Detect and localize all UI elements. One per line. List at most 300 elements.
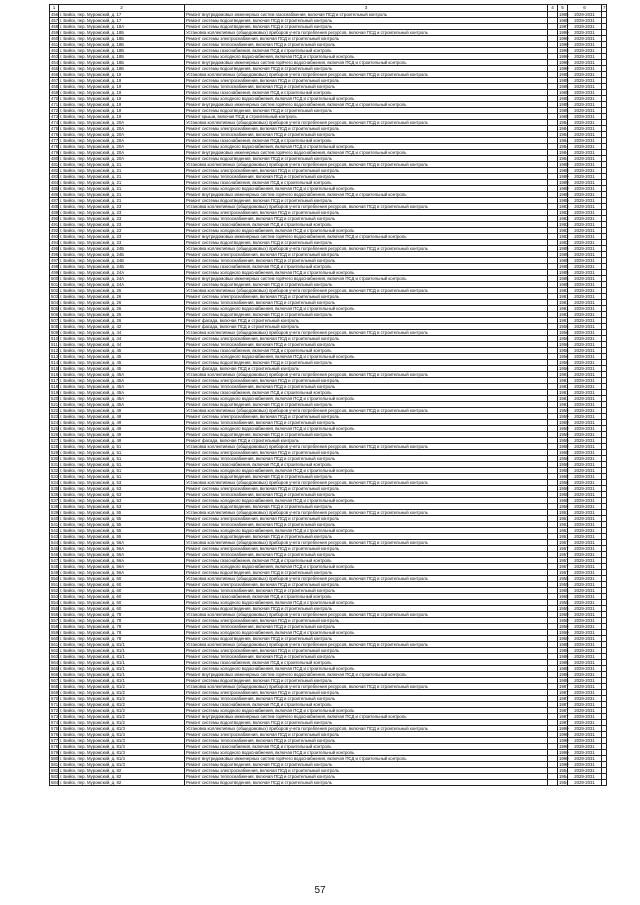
period-cell: 2029-2031 [568, 576, 602, 582]
work-type-cell: Ремонт системы теплоснабжения, включая ПСД и строительный контроль [185, 300, 548, 306]
empty-cell: 1951 [559, 522, 569, 527]
work-type-cell: Ремонт системы водоотведения, включая ПСД и строительный контроль [185, 360, 548, 366]
row-number: 458 [51, 24, 59, 29]
work-type-cell: Ремонт системы теплоснабжения, включая ПСД и строительный контроль [185, 42, 548, 48]
work-type-cell: Ремонт системы электроснабжения, включая ПСД и строительный контроль [185, 126, 548, 132]
row-number: 475 [51, 126, 59, 131]
work-type-cell: Ремонт системы холодного водоснабжения, включая ПСД и строительный контроль [185, 270, 548, 276]
empty-cell: 1959 [559, 420, 569, 425]
period-cell: 2029-2031 [568, 312, 602, 318]
row-number: 541 [51, 522, 59, 527]
row-number: 525 [51, 426, 59, 431]
period-cell: 2029-2031 [568, 720, 602, 726]
header-cell: 1 [50, 5, 59, 12]
empty-cell: 1980 [559, 180, 569, 185]
period-cell: 2029-2031 [568, 246, 602, 252]
work-type-cell: Ремонт системы электроснабжения, включая ПСД и строительный контроль [185, 210, 548, 216]
address-cell: г. Бийск, пер. Муромский, д. 78 [59, 618, 185, 624]
empty-cell: 1983 [559, 222, 569, 227]
address-cell: г. Бийск, пер. Муромский, д. 44 [59, 342, 185, 348]
row-number: 544 [51, 540, 59, 545]
row-number: 580 [51, 756, 59, 761]
work-type-cell: Установка коллективных (общедомовых) приборов учета потребления ресурсов, включая ПСД и строительный контроль [185, 612, 548, 618]
row-number: 582 [51, 768, 59, 773]
period-cell: 2029-2031 [568, 198, 602, 204]
row-number: 479 [51, 150, 59, 155]
row-number: 564 [51, 660, 59, 665]
address-cell: г. Бийск, пер. Муромский, д. 81/3 [59, 738, 185, 744]
address-cell: г. Бийск, пер. Муромский, д. 20А [59, 132, 185, 138]
empty-cell: 1958 [559, 444, 569, 449]
address-cell: г. Бийск, пер. Муромский, д. 56А [59, 558, 185, 564]
period-cell: 2029-2031 [568, 294, 602, 300]
address-cell: г. Бийск, пер. Муромский, д. 56А [59, 564, 185, 570]
row-number: 581 [51, 762, 59, 767]
address-cell: г. Бийск, пер. Муромский, д. 18Б [59, 60, 185, 66]
row-number: 538 [51, 504, 59, 509]
period-cell: 2029-2031 [568, 468, 602, 474]
empty-cell: 1956 [559, 342, 569, 347]
work-type-cell: Ремонт системы холодного водоснабжения, включая ПСД и строительный контроль [185, 186, 548, 192]
address-cell: г. Бийск, пер. Муромский, д. 26 [59, 318, 185, 324]
period-cell: 2029-2031 [568, 492, 602, 498]
address-cell: г. Бийск, пер. Муромский, д. 45 [59, 354, 185, 360]
work-type-cell: Ремонт внутридомовых инженерных систем горячего водоснабжения, включая ПСД и строительный контроль [185, 150, 548, 156]
work-type-cell: Ремонт системы холодного водоснабжения, включая ПСД и строительный контроль [185, 600, 548, 606]
address-cell: г. Бийск, пер. Муромский, д. 21 [59, 174, 185, 180]
period-cell: 2029-2031 [568, 426, 602, 432]
empty-cell: 1958 [559, 468, 569, 473]
empty-cell: 1985 [559, 90, 569, 95]
period-cell: 2029-2031 [568, 150, 602, 156]
empty-cell: 1990 [559, 36, 569, 41]
work-type-cell: Ремонт системы электроснабжения, включая ПСД и строительный контроль [185, 36, 548, 42]
work-type-cell: Установка коллективных (общедомовых) приборов учета потребления ресурсов, включая ПСД и строительный контроль [185, 480, 548, 486]
period-cell: 2029-2031 [568, 234, 602, 240]
empty-cell: 1990 [559, 30, 569, 35]
address-cell: г. Бийск, пер. Муромский, д. 51 [59, 450, 185, 456]
empty-cell: 1951 [559, 528, 569, 533]
empty-cell: 1983 [559, 240, 569, 245]
address-cell: г. Бийск, пер. Муромский, д. 23 [59, 228, 185, 234]
period-cell: 2029-2031 [568, 486, 602, 492]
period-cell: 2029-2031 [568, 210, 602, 216]
period-cell: 2029-2031 [568, 726, 602, 732]
address-cell: г. Бийск, пер. Муромский, д. 18Б [59, 30, 185, 36]
work-type-cell: Ремонт системы электроснабжения, включая ПСД и строительный контроль [185, 582, 548, 588]
row-number: 530 [51, 456, 59, 461]
work-type-cell: Установка коллективных (общедомовых) приборов учета потребления ресурсов, включая ПСД и строительный контроль [185, 30, 548, 36]
period-cell: 2029-2031 [568, 288, 602, 294]
period-cell: 2029-2031 [568, 102, 602, 108]
work-type-cell: Установка коллективных (общедомовых) приборов учета потребления ресурсов, включая ПСД и строительный контроль [185, 162, 548, 168]
empty-cell: 1958 [559, 462, 569, 467]
work-type-cell: Ремонт системы газоснабжения, включая ПСД и строительный контроль [185, 594, 548, 600]
period-cell: 2029-2031 [568, 690, 602, 696]
row-number: 566 [51, 672, 59, 677]
row-number: 496 [51, 252, 59, 257]
period-cell: 2029-2031 [568, 474, 602, 480]
work-type-cell: Ремонт системы теплоснабжения, включая ПСД и строительный контроль [185, 696, 548, 702]
row-number: 502 [51, 288, 59, 293]
period-cell: 2029-2031 [568, 684, 602, 690]
empty-cell: 1990 [559, 48, 569, 53]
work-type-cell: Ремонт системы электроснабжения, включая ПСД и строительный контроль [185, 618, 548, 624]
row-number: 506 [51, 312, 59, 317]
period-cell: 2029-2031 [568, 222, 602, 228]
work-type-cell: Ремонт системы электроснабжения, включая ПСД и строительный контроль [185, 168, 548, 174]
row-number: 517 [51, 378, 59, 383]
address-cell: г. Бийск, пер. Муромский, д. 81/3 [59, 750, 185, 756]
period-cell: 2029-2031 [568, 618, 602, 624]
row-number: 537 [51, 498, 59, 503]
empty-cell: 1959 [559, 414, 569, 419]
empty-cell: 1990 [559, 60, 569, 65]
work-type-cell: Ремонт системы теплоснабжения, включая ПСД и строительный контроль [185, 342, 548, 348]
address-cell: г. Бийск, пер. Муромский, д. 24А [59, 282, 185, 288]
work-type-cell: Ремонт внутридомовых инженерных систем горячего водоснабжения, включая ПСД и строительный контроль [185, 102, 548, 108]
address-cell: г. Бийск, пер. Муромский, д. 49 [59, 432, 185, 438]
row-number: 571 [51, 702, 59, 707]
period-cell: 2029-2031 [568, 24, 602, 30]
empty-cell: 1986 [559, 666, 569, 671]
row-number: 505 [51, 306, 59, 311]
period-cell: 2029-2031 [568, 78, 602, 84]
empty-cell: 1955 [559, 606, 569, 611]
address-cell: г. Бийск, пер. Муромский, д. 21 [59, 180, 185, 186]
row-number: 459 [51, 30, 59, 35]
work-type-cell: Ремонт фасада, включая ПСД и строительный контроль [185, 324, 548, 330]
period-cell: 2029-2031 [568, 108, 602, 114]
address-cell: г. Бийск, пер. Муромский, д. 18Б [59, 42, 185, 48]
work-type-cell: Ремонт системы водоотведения, включая ПСД и строительный контроль [185, 108, 548, 114]
row-number: 501 [51, 282, 59, 287]
address-cell: г. Бийск, пер. Муромский, д. 82 [59, 780, 185, 786]
address-cell: г. Бийск, пер. Муромский, д. 81/3 [59, 744, 185, 750]
empty-cell: 1981 [559, 402, 569, 407]
row-number: 504 [51, 300, 59, 305]
period-cell: 2029-2031 [568, 264, 602, 270]
row-number: 477 [51, 138, 59, 143]
address-cell: г. Бийск, пер. Муромский, д. 81/1 [59, 648, 185, 654]
empty-cell: 1985 [559, 246, 569, 251]
empty-cell: 1981 [559, 288, 569, 293]
address-cell: г. Бийск, пер. Муромский, д. 55 [59, 534, 185, 540]
period-cell: 2029-2031 [568, 702, 602, 708]
address-cell: г. Бийск, пер. Муромский, д. 45А [59, 384, 185, 390]
empty-cell: 1981 [559, 396, 569, 401]
work-type-cell: Ремонт системы электроснабжения, включая ПСД и строительный контроль [185, 690, 548, 696]
row-number: 545 [51, 546, 59, 551]
address-cell: г. Бийск, пер. Муромский, д. 20А [59, 120, 185, 126]
period-cell: 2029-2031 [568, 120, 602, 126]
work-type-cell: Ремонт системы водоотведения, включая ПСД и строительный контроль [185, 474, 548, 480]
period-cell: 2029-2031 [568, 84, 602, 90]
row-number: 565 [51, 666, 59, 671]
empty-cell: 1990 [559, 762, 569, 767]
address-cell: г. Бийск, пер. Муромский, д. 49 [59, 408, 185, 414]
empty-cell: 1956 [559, 366, 569, 371]
work-type-cell: Ремонт системы водоотведения, включая ПСД и строительный контроль [185, 198, 548, 204]
address-cell: г. Бийск, пер. Муромский, д. 23 [59, 234, 185, 240]
work-type-cell: Ремонт системы газоснабжения, включая ПСД и строительный контроль [185, 264, 548, 270]
document-sheet [49, 4, 606, 786]
work-type-cell: Ремонт системы электроснабжения, включая ПСД и строительный контроль [185, 414, 548, 420]
address-cell: г. Бийск, пер. Муромский, д. 45А [59, 378, 185, 384]
period-cell: 2029-2031 [568, 252, 602, 258]
address-cell: г. Бийск, пер. Муромский, д. 17 [59, 18, 185, 24]
period-cell: 2029-2031 [568, 504, 602, 510]
row-number: 573 [51, 714, 59, 719]
period-cell: 2029-2031 [568, 156, 602, 162]
address-cell: г. Бийск, пер. Муромский, д. 26 [59, 312, 185, 318]
work-type-cell: Ремонт системы холодного водоснабжения, включая ПСД и строительный контроль [185, 498, 548, 504]
empty-cell: 1956 [559, 348, 569, 353]
work-type-cell: Установка коллективных (общедомовых) приборов учета потребления ресурсов, включая ПСД и строительный контроль [185, 372, 548, 378]
period-cell: 2029-2031 [568, 750, 602, 756]
empty-cell: 1959 [559, 408, 569, 413]
work-type-cell: Ремонт внутридомовых инженерных систем горячего водоснабжения, включая ПСД и строительный контроль [185, 60, 548, 66]
row-number: 462 [51, 48, 59, 53]
address-cell: г. Бийск, пер. Муромский, д. 53 [59, 504, 185, 510]
row-number: 574 [51, 720, 59, 725]
row-number: 548 [51, 564, 59, 569]
address-cell: г. Бийск, пер. Муромский, д. 81/3 [59, 732, 185, 738]
empty-cell: 1984 [559, 138, 569, 143]
period-cell: 2029-2031 [568, 528, 602, 534]
address-cell: г. Бийск, пер. Муромский, д. 81/1 [59, 660, 185, 666]
period-cell: 2029-2031 [568, 738, 602, 744]
address-cell: г. Бийск, пер. Муромский, д. 21 [59, 186, 185, 192]
address-cell: г. Бийск, пер. Муромский, д. 82 [59, 768, 185, 774]
row-number: 507 [51, 318, 59, 323]
row-number: 531 [51, 462, 59, 467]
period-cell: 2029-2031 [568, 396, 602, 402]
row-number: 553 [51, 594, 59, 599]
period-cell: 2029-2031 [568, 126, 602, 132]
row-number: 503 [51, 294, 59, 299]
address-cell: г. Бийск, пер. Муромский, д. 45А [59, 390, 185, 396]
work-type-cell: Установка коллективных (общедомовых) приборов учета потребления ресурсов, включая ПСД и строительный контроль [185, 684, 548, 690]
address-cell: г. Бийск, пер. Муромский, д. 45А [59, 372, 185, 378]
work-type-cell: Ремонт системы теплоснабжения, включая ПСД и строительный контроль [185, 774, 548, 780]
row-number: 460 [51, 36, 59, 41]
row-number: 498 [51, 264, 59, 269]
address-cell: г. Бийск, пер. Муромский, д. 81/1 [59, 654, 185, 660]
work-type-cell: Ремонт системы водоотведения, включая ПСД и строительный контроль [185, 282, 548, 288]
address-cell: г. Бийск, пер. Муромский, д. 45 [59, 360, 185, 366]
row-number: 536 [51, 492, 59, 497]
address-cell: г. Бийск, пер. Муромский, д. 23 [59, 240, 185, 246]
row-number: 558 [51, 624, 59, 629]
row-number: 482 [51, 168, 59, 173]
empty-cell: 1957 [559, 546, 569, 551]
work-type-cell: Установка коллективных (общедомовых) приборов учета потребления ресурсов, включая ПСД и строительный контроль [185, 408, 548, 414]
empty-cell: 1958 [559, 474, 569, 479]
empty-cell: 1958 [559, 480, 569, 485]
header-cell: 7 [603, 5, 606, 10]
address-cell: г. Бийск, пер. Муромский, д. 81/2 [59, 708, 185, 714]
year-cell [548, 780, 558, 786]
page-number: 57 [314, 885, 326, 896]
table-body [50, 12, 607, 786]
empty-cell: 1954 [559, 780, 569, 785]
row-number: 579 [51, 750, 59, 755]
work-type-cell: Ремонт системы водоотведения, включая ПСД и строительный контроль [185, 18, 548, 24]
empty-cell: 1955 [559, 594, 569, 599]
work-type-cell: Ремонт системы холодного водоснабжения, включая ПСД и строительный контроль [185, 630, 548, 636]
address-cell: г. Бийск, пер. Муромский, д. 49 [59, 420, 185, 426]
row-number: 488 [51, 204, 59, 209]
period-cell: 2029-2031 [568, 642, 602, 648]
period-cell: 2029-2031 [568, 42, 602, 48]
work-type-cell: Ремонт системы газоснабжения, включая ПСД и строительный контроль [185, 138, 548, 144]
period-cell: 2029-2031 [568, 402, 602, 408]
work-type-cell: Ремонт системы водоотведения, включая ПСД и строительный контроль [185, 720, 548, 726]
address-cell: г. Бийск, пер. Муромский, д. 55 [59, 510, 185, 516]
period-cell: 2029-2031 [568, 546, 602, 552]
period-cell: 2029-2031 [568, 258, 602, 264]
empty-cell: 1985 [559, 282, 569, 287]
work-type-cell: Ремонт системы холодного водоснабжения, включая ПСД и строительный контроль [185, 468, 548, 474]
period-cell: 2029-2031 [568, 780, 602, 786]
row-number: 534 [51, 480, 59, 485]
empty-cell: 1986 [559, 654, 569, 659]
empty-cell: 1980 [559, 168, 569, 173]
row-number: 583 [51, 774, 59, 779]
works-table [49, 4, 607, 786]
work-type-cell: Ремонт системы газоснабжения, включая ПСД и строительный контроль [185, 462, 548, 468]
empty-cell: 1985 [559, 102, 569, 107]
work-type-cell: Установка коллективных (общедомовых) приборов учета потребления ресурсов, включая ПСД и строительный контроль [185, 330, 548, 336]
period-cell: 2029-2031 [568, 54, 602, 60]
address-cell: г. Бийск, пер. Муромский, д. 51 [59, 468, 185, 474]
address-cell: г. Бийск, пер. Муромский, д. 20А [59, 138, 185, 144]
work-type-cell: Установка коллективных (общедомовых) приборов учета потребления ресурсов, включая ПСД и строительный контроль [185, 444, 548, 450]
empty-cell: 1983 [559, 228, 569, 233]
period-cell: 2029-2031 [568, 276, 602, 282]
period-cell: 2029-2031 [568, 162, 602, 168]
work-type-cell: Ремонт системы холодного водоснабжения, включая ПСД и строительный контроль [185, 426, 548, 432]
row-number: 457 [51, 18, 59, 23]
work-type-cell: Ремонт внутридомовых инженерных систем газоснабжения, включая ПСД и строительный контроль [185, 12, 548, 18]
period-cell: 2029-2031 [568, 510, 602, 516]
work-type-cell: Ремонт внутридомовых инженерных систем горячего водоснабжения, включая ПСД и строительный контроль [185, 192, 548, 198]
row-number: 562 [51, 648, 59, 653]
period-cell: 2029-2031 [568, 138, 602, 144]
period-cell: 2029-2031 [568, 324, 602, 330]
address-cell: г. Бийск, пер. Муромский, д. 18Б [59, 36, 185, 42]
work-type-cell: Ремонт системы водоотведения, включая ПСД и строительный контроль [185, 504, 548, 510]
period-cell: 2029-2031 [568, 330, 602, 336]
work-type-cell: Ремонт системы электроснабжения, включая ПСД и строительный контроль [185, 768, 548, 774]
table-header [50, 5, 607, 12]
period-cell: 2029-2031 [568, 564, 602, 570]
row-number: 551 [51, 582, 59, 587]
period-cell: 2029-2031 [568, 354, 602, 360]
period-cell: 2029-2031 [568, 114, 602, 120]
empty-cell: 1984 [559, 150, 569, 155]
address-cell: г. Бийск, пер. Муромский, д. 19 [59, 72, 185, 78]
header-cell: 6 [568, 5, 602, 12]
address-cell: г. Бийск, пер. Муромский, д. 81/3 [59, 762, 185, 768]
empty-cell: 1990 [559, 42, 569, 47]
row-number: 461 [51, 42, 59, 47]
empty-cell: 1956 [559, 354, 569, 359]
empty-cell: 1985 [559, 252, 569, 257]
period-cell: 2029-2031 [568, 318, 602, 324]
row-number: 470 [51, 96, 59, 101]
empty-cell: 1990 [559, 750, 569, 755]
address-cell: г. Бийск, пер. Муромский, д. 18Б [59, 66, 185, 72]
address-cell: г. Бийск, пер. Муромский, д. 49 [59, 438, 185, 444]
address-cell: г. Бийск, пер. Муромский, д. 20А [59, 126, 185, 132]
row-number: 552 [51, 588, 59, 593]
period-cell: 2029-2031 [568, 336, 602, 342]
row-number: 561 [51, 642, 59, 647]
row-number: 509 [51, 330, 59, 335]
period-cell: 2029-2031 [568, 708, 602, 714]
period-cell: 2029-2031 [568, 774, 602, 780]
period-cell: 2029-2031 [568, 744, 602, 750]
address-cell: г. Бийск, пер. Муромский, д. 18А [59, 24, 185, 30]
address-cell: г. Бийск, пер. Муромский, д. 60 [59, 600, 185, 606]
empty-cell: 1985 [559, 84, 569, 89]
address-cell: г. Бийск, пер. Муромский, д. 60 [59, 588, 185, 594]
address-cell: г. Бийск, пер. Муромский, д. 81/3 [59, 726, 185, 732]
empty-cell: 1985 [559, 96, 569, 101]
empty-cell: 1983 [559, 216, 569, 221]
address-cell: г. Бийск, пер. Муромский, д. 60 [59, 582, 185, 588]
work-type-cell: Ремонт системы газоснабжения, включая ПСД и строительный контроль [185, 348, 548, 354]
empty-cell: 1984 [559, 126, 569, 131]
empty-cell: 1990 [559, 732, 569, 737]
empty-cell [602, 780, 607, 786]
row-number: 575 [51, 726, 59, 731]
work-type-cell: Ремонт фасада, включая ПСД и строительный контроль [185, 318, 548, 324]
empty-cell: 1958 [559, 456, 569, 461]
work-type-cell: Ремонт фасада, включая ПСД и строительный контроль [185, 366, 548, 372]
period-cell: 2029-2031 [568, 732, 602, 738]
empty-cell: 1987 [559, 720, 569, 725]
work-type-cell: Ремонт системы электроснабжения, включая ПСД и строительный контроль [185, 450, 548, 456]
work-type-cell: Ремонт системы холодного водоснабжения, включая ПСД и строительный контроль [185, 396, 548, 402]
address-cell: г. Бийск, пер. Муромский, д. 24Б [59, 252, 185, 258]
work-type-cell: Ремонт системы электроснабжения, включая ПСД и строительный контроль [185, 252, 548, 258]
row-number: 484 [51, 180, 59, 185]
row-number: 512 [51, 348, 59, 353]
address-cell: г. Бийск, пер. Муромский, д. 53 [59, 480, 185, 486]
work-type-cell: Ремонт системы холодного водоснабжения, включая ПСД и строительный контроль [185, 144, 548, 150]
period-cell: 2029-2031 [568, 18, 602, 24]
row-number: 463 [51, 54, 59, 59]
empty-cell: 1981 [559, 390, 569, 395]
address-cell: г. Бийск, пер. Муромский, д. 51 [59, 444, 185, 450]
row-number: 487 [51, 198, 59, 203]
empty-cell: 1987 [559, 702, 569, 707]
empty-cell: 1986 [559, 642, 569, 647]
address-cell: г. Бийск, пер. Муромский, д. 51 [59, 462, 185, 468]
empty-cell: 1957 [559, 564, 569, 569]
period-cell: 2029-2031 [568, 282, 602, 288]
period-cell: 2029-2031 [568, 186, 602, 192]
empty-cell: 1985 [559, 12, 569, 17]
empty-cell: 1981 [559, 372, 569, 377]
work-type-cell: Ремонт системы теплоснабжения, включая ПСД и строительный контроль [185, 492, 548, 498]
period-cell: 2029-2031 [568, 306, 602, 312]
address-cell: г. Бийск, пер. Муромский, д. 53 [59, 492, 185, 498]
work-type-cell: Ремонт системы газоснабжения, включая ПСД и строительный контроль [185, 390, 548, 396]
